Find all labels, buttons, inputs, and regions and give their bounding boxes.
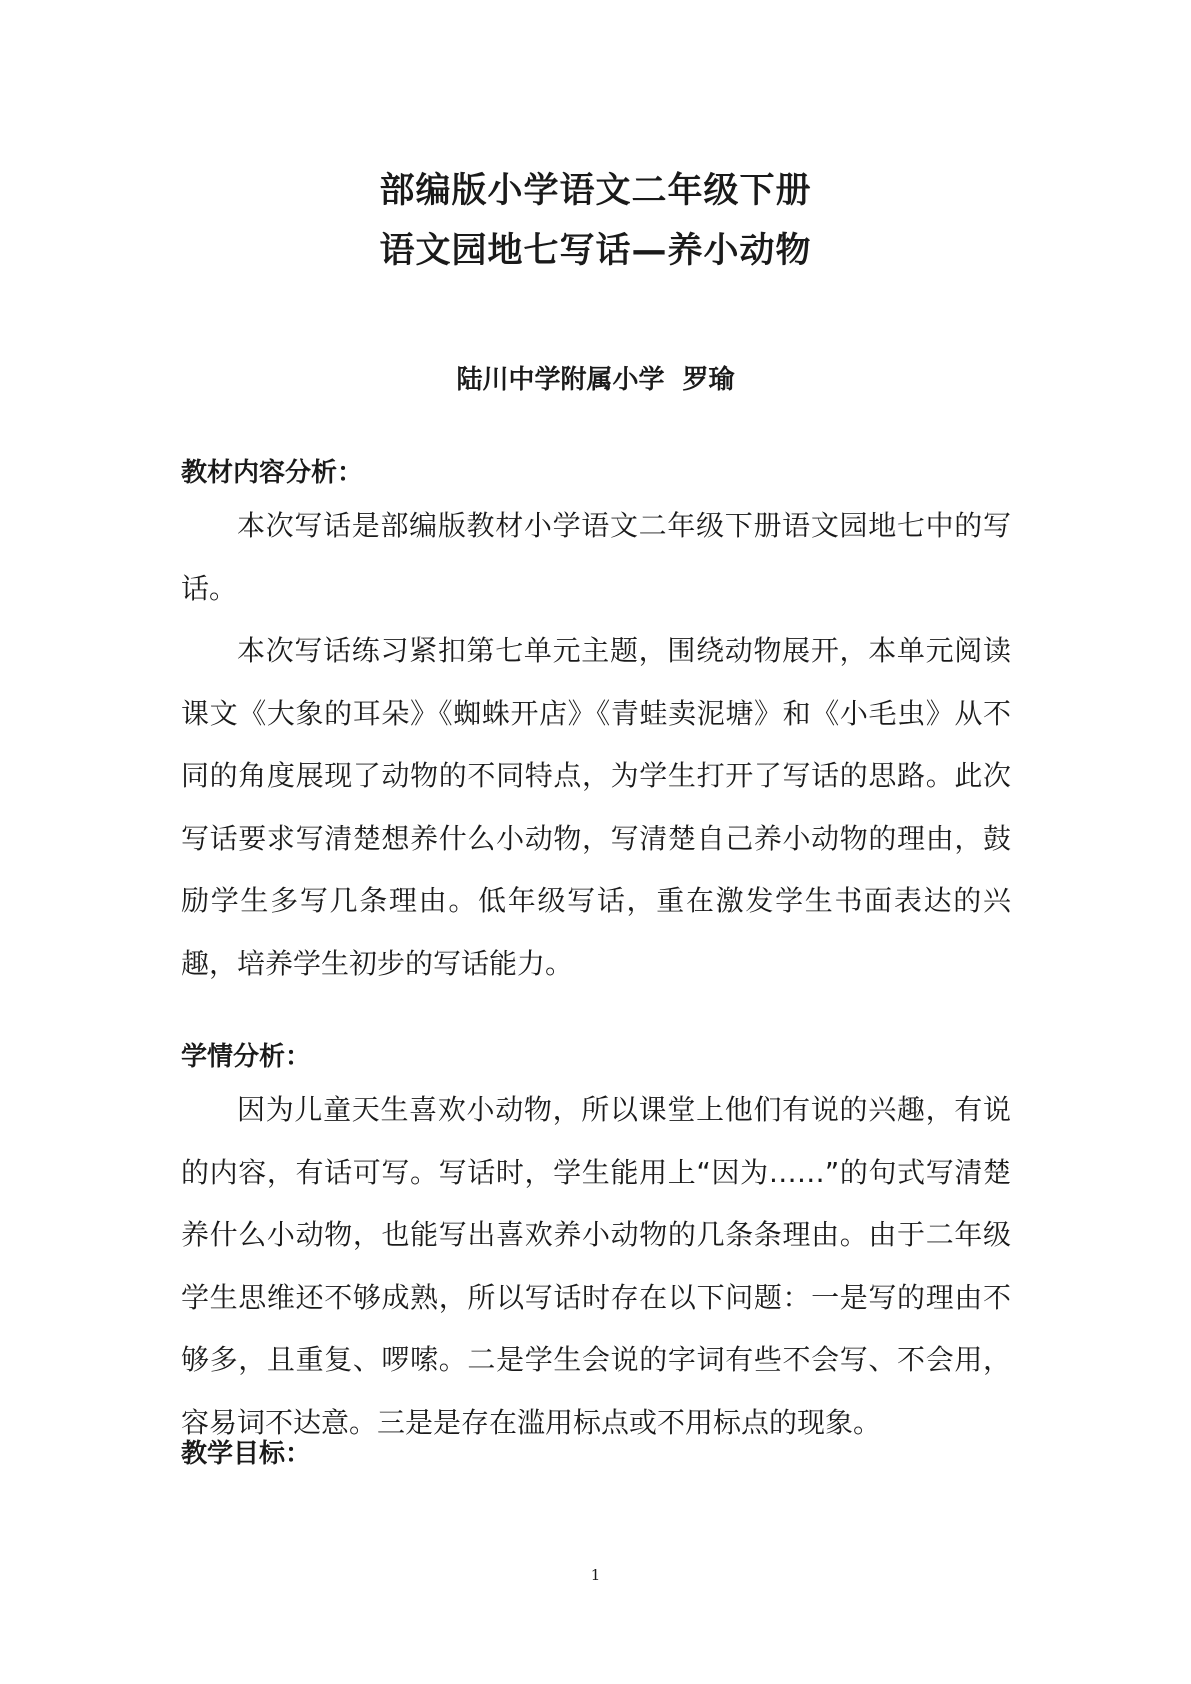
paragraph-textbook-analysis-2: 本次写话练习紧扣第七单元主题，围绕动物展开，本单元阅读课文《大象的耳朵》《蜘蛛开店》《青蛙卖泥塘》和《小毛虫》从不同的角度展现了动物的不同特点，为学生打开了写话的思路。此次写话要求写清楚想养什么小动物，写清楚自己养小动物的理由，鼓励学生多写几条理由。低年级写话，重在激发学生书面表达的兴趣，培养学生初步的写话能力。 xyxy=(181,634,1011,980)
section-heading-student-analysis: 学情分析： xyxy=(181,1042,312,1072)
section-heading-textbook-analysis: 教材内容分析： xyxy=(181,458,364,488)
paragraph-textbook-analysis-1: 本次写话是部编版教材小学语文二年级下册语文园地七中的写话。 xyxy=(181,509,1011,605)
document-title-line1: 部编版小学语文二年级下册 xyxy=(379,171,812,211)
section-heading-teaching-goals: 教学目标： xyxy=(181,1439,312,1469)
document-title-line2: 语文园地七写话—养小动物 xyxy=(379,231,812,271)
page-number: 1 xyxy=(590,1566,601,1584)
paragraph-student-analysis-1: 因为儿童天生喜欢小动物，所以课堂上他们有说的兴趣，有说的内容，有话可写。写话时，学生能用上“因为……”的句式写清楚养什么小动物，也能写出喜欢养小动物的几条条理由。由于二年级学生思维还不够成熟，所以写话时存在以下问题：一是写的理由不够多，且重复、啰嗦。二是学生会说的字词有些不会写、不会用，容易词不达意。三是是存在滥用标点或不用标点的现象。 xyxy=(181,1093,1011,1439)
author-line: 陆川中学附属小学 罗瑜 xyxy=(456,365,735,395)
